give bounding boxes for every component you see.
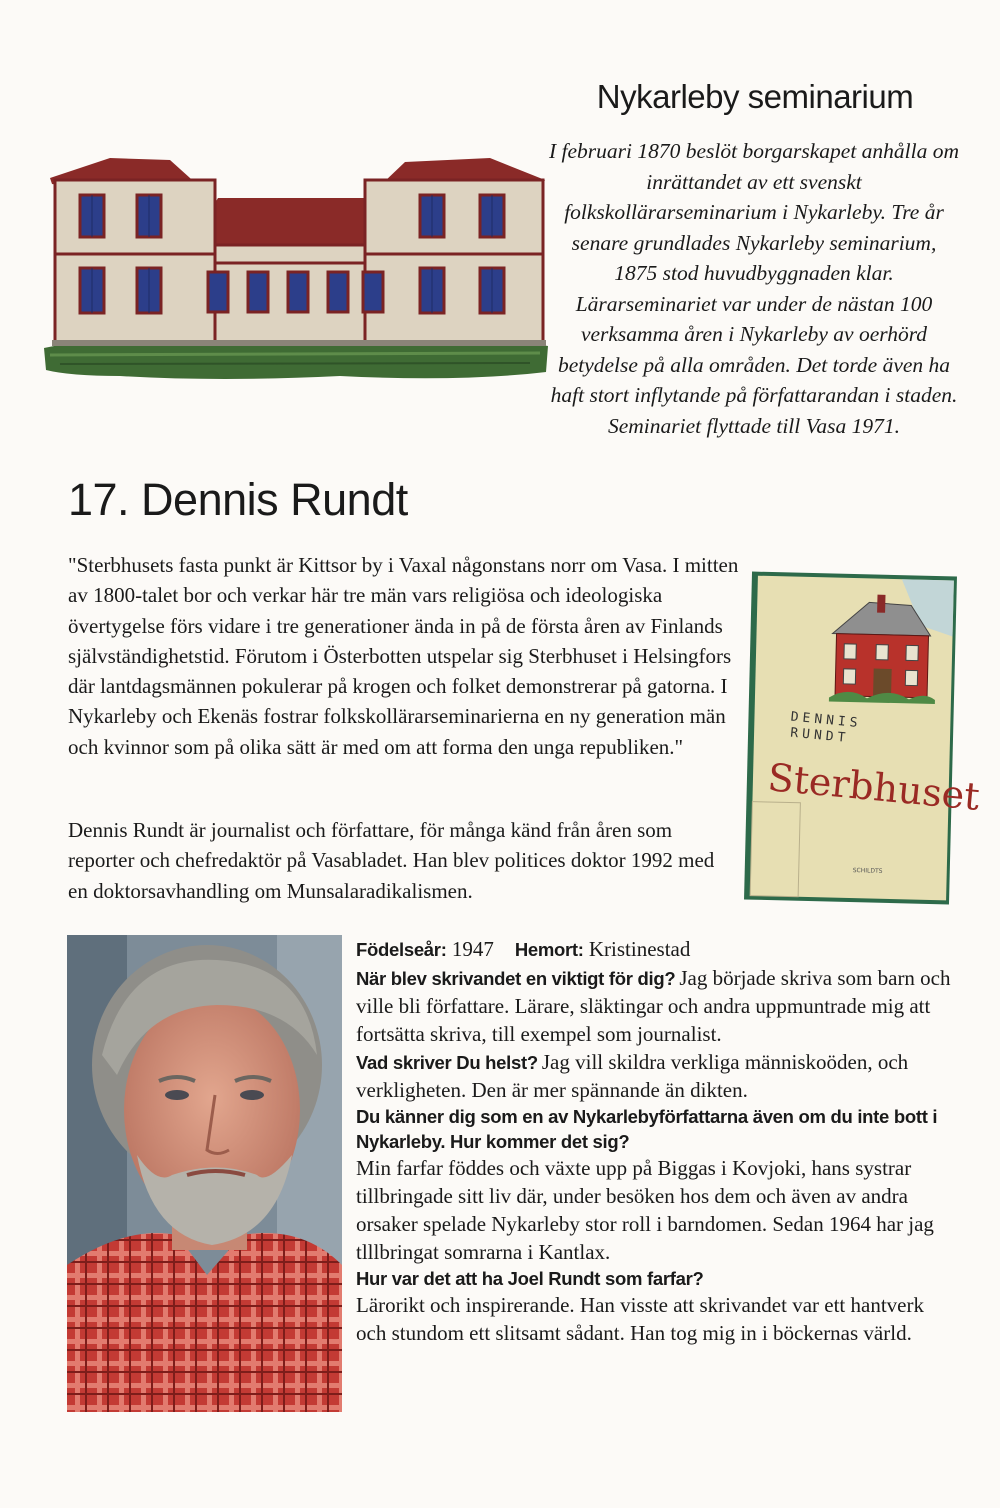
interview-item	[356, 1048, 956, 1104]
hometown-label: Hemort:	[514, 939, 584, 960]
seminarium-description: I februari 1870 beslöt borgarskapet anhålla om inrättandet av ett svenskt folkskollärarseminarium i Nykarleby. Tre år senare grundlades Nykarleby seminarium, 1875 stod huvudbyggnaden klar. Lärarseminariet var under de nästan 100 verksamma åren i Nykarleby av oerhörd betydelse på alla områden. Det torde även ha haft stort inflytande på författarandan i staden. Seminariet flyttade till Vasa 1971.	[548, 139, 960, 438]
interview-question: När blev skrivandet en viktigt för dig?	[356, 968, 676, 989]
interview-section	[356, 935, 956, 1347]
seminarium-title: Nykarleby seminarium	[596, 78, 914, 115]
book-author-line2: RUNDT	[789, 725, 850, 747]
interview-question: Du känner dig som en av Nykarlebyförfattarna även om du inte bott i Nykarleby. Hur kommer det sig?	[356, 1106, 938, 1152]
interview-item	[356, 1266, 956, 1347]
author-heading: 17. Dennis Rundt	[68, 474, 408, 525]
book-quote: "Sterbhusets fasta punkt är Kittsor by i Vaxal någonstans norr om Vasa. I mitten av 1800-talet bor och verkar här tre män vars religiösa och ideologiska övertygelse förs vidare i tre generationer ända in på de första åren av Finlands självständighetstid. Förutom i Österbotten utspelar sig Sterbhuset i Helsingfors där lantdagsmännen pokulerar på krogen och folket demonstrerar på gatorna. I Nykarleby och Ekenäs fostrar folkskollärarseminarierna en ny generation män och kvinnor som på olika sätt är med om att forma den unga republiken."	[68, 553, 739, 759]
author-portrait	[67, 935, 342, 1412]
book-author-line1: DENNIS	[790, 709, 863, 732]
book-publisher: SCHILDTS	[852, 867, 883, 875]
book-cover-sterbhuset	[744, 572, 982, 905]
author-facts	[356, 935, 956, 964]
interview-answer: Jag började skriva som barn och ville bli författare. Lärare, släktingar och andra uppmuntrade mig att fortsätta skriva, till exempel som journalist.	[356, 966, 951, 1046]
interview-answer: Lärorikt och inspirerande. Han visste att skrivandet var ett hantverk och stundom ett slitsamt sådant. Han tog mig in i böckernas värld.	[356, 1293, 924, 1345]
interview-item	[356, 964, 956, 1048]
hometown-value: Kristinestad	[588, 937, 691, 961]
interview-answer: Jag vill skildra verkliga människoöden, och verkligheten. Den är mer spännande än dikten.	[356, 1050, 909, 1102]
author-bio: Dennis Rundt är journalist och författare, för många känd från åren som reporter och chefredaktör på Vasabladet. Han blev politices doktor 1992 med en doktorsavhandling om Munsalaradikalismen.	[68, 818, 715, 903]
interview-item	[356, 1104, 956, 1266]
birth-year-label: Födelseår:	[356, 939, 447, 960]
interview-answer: Min farfar föddes och växte upp på Biggas i Kovjoki, hans systrar tillbringade sitt liv där, under besöken hos dem och även av andra orsaker spelade Nykarleby stor roll i barndomen. Sedan 1964 har jag tlllbringat somrarna i Kantlax.	[356, 1156, 934, 1264]
book-title: Sterbhuset	[765, 755, 982, 819]
interview-question: Hur var det att ha Joel Rundt som farfar?	[356, 1268, 704, 1289]
seminarium-building-illustration	[40, 150, 552, 385]
interview-question: Vad skriver Du helst?	[356, 1052, 538, 1073]
birth-year-value: 1947	[451, 937, 494, 961]
